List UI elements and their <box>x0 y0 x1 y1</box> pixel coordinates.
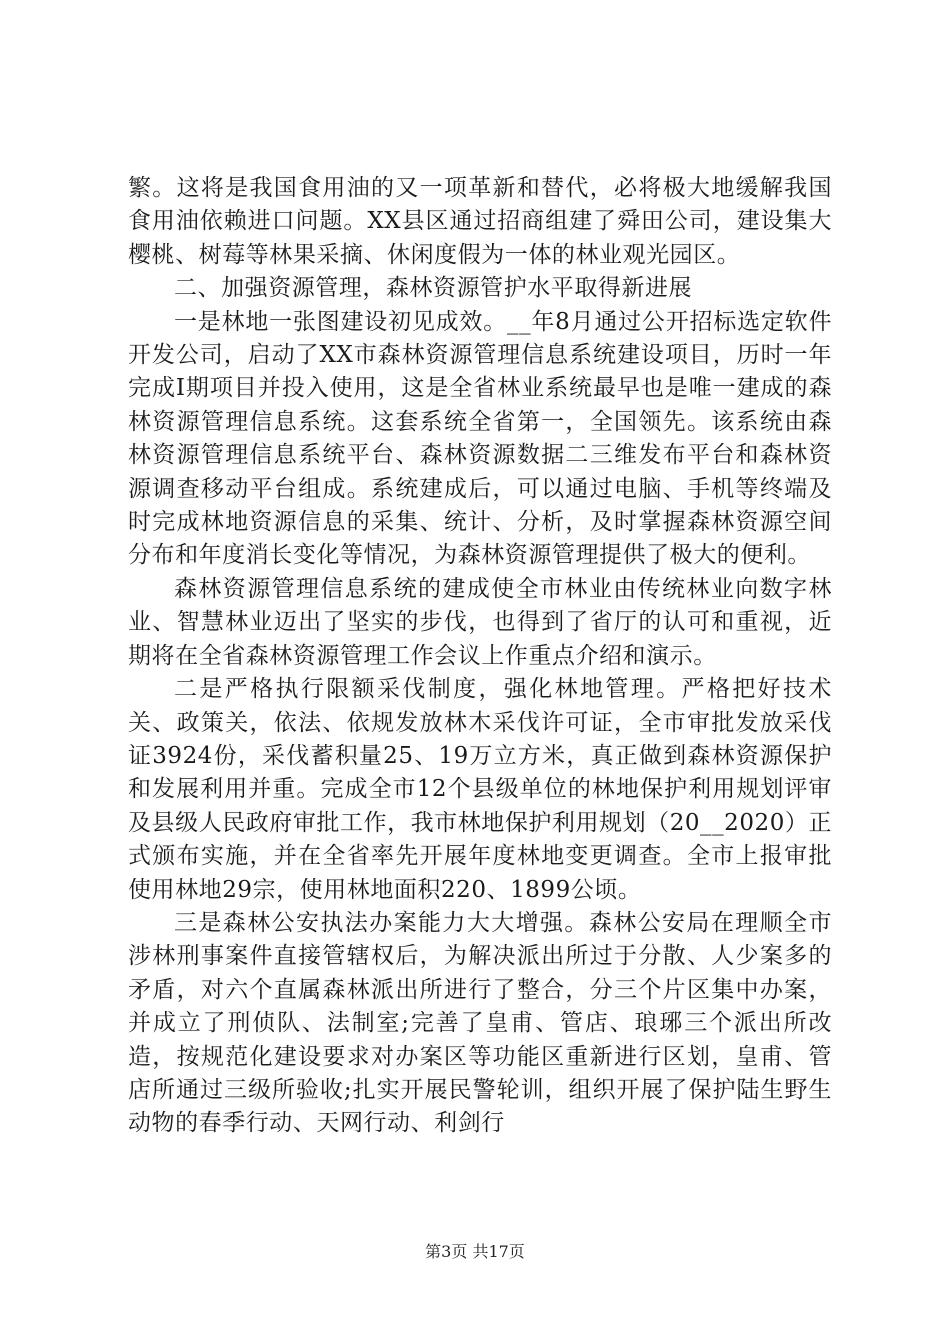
paragraph-forest-police: 三是森林公安执法办案能力大大增强。森林公安局在理顺全市涉林刑事案件直接管辖权后，为解决派出所过于分散、人少案多的矛盾，对六个直属森林派出所进行了整合，分三个片区集中办案，并成立了刑侦队、法制室;完善了皇甫、管店、琅琊三个派出所改造，按规范化建设要求对办案区等功能区重新进行区划，皇甫、管店所通过三级所验收;扎实开展民警轮训，组织开展了保护陆生野生动物的春季行动、天网行动、利剑行 <box>128 909 832 1137</box>
document-body <box>128 172 832 1141</box>
paragraph-logging-quota: 二是严格执行限额采伐制度，强化林地管理。严格把好技术关、政策关，依法、依规发放林木采伐许可证，全市审批发放采伐证3924份，采伐蓄积量25、19万立方米，真正做到森林资源保护和发展利用并重。完成全市12个县级单位的林地保护利用规划评审及县级人民政府审批工作，我市林地保护利用规划（20__2020）正式颁布实施，并在全省率先开展年度林地变更调查。全市上报审批使用林地29宗，使用林地面积220、1899公顷。 <box>128 676 832 903</box>
paragraph-digital-forestry: 森林资源管理信息系统的建成使全市林业由传统林业向数字林业、智慧林业迈出了坚实的步伐，也得到了省厅的认可和重视，近期将在全省森林资源管理工作会议上作重点介绍和演示。 <box>128 575 832 669</box>
page-number-footer: 第3页 共17页 <box>425 1242 525 1261</box>
paragraph-intro-continued: 繁。这将是我国食用油的又一项革新和替代，必将极大地缓解我国食用油依赖进口问题。XX县区通过招商组建了舜田公司，建设集大樱桃、树莓等林果采摘、休闲度假为一体的林业观光园区。 <box>128 175 832 268</box>
section-heading: 二、加强资源管理，森林资源管护水平取得新进展 <box>174 275 693 302</box>
paragraph-forest-map-system: 一是林地一张图建设初见成效。__年8月通过公开招标选定软件开发公司，启动了XX市森林资源管理信息系统建设项目，历时一年完成Ⅰ期项目并投入使用，这是全省林业系统最早也是唯一建成的森林资源管理信息系统。这套系统全省第一，全国领先。该系统由森林资源管理信息系统平台、森林资源数据二三维发布平台和森林资源调查移动平台组成。系统建成后，可以通过电脑、手机等终端及时完成林地资源信息的采集、统计、分析，及时掌握森林资源空间分布和年度消长变化等情况，为森林资源管理提供了极大的便利。 <box>128 308 832 569</box>
